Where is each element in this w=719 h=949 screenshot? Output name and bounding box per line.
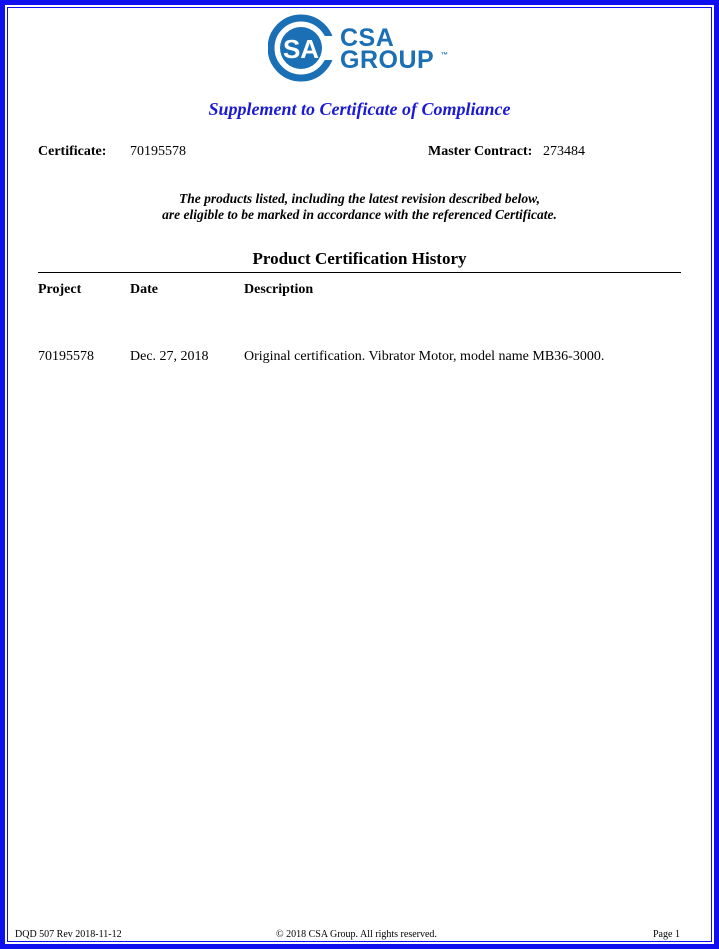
logo-trademark: ™ xyxy=(441,52,448,59)
footer-form-id: DQD 507 Rev 2018-11-12 xyxy=(15,929,122,940)
master-contract-number: 273484 xyxy=(543,144,585,159)
history-heading: Product Certification History xyxy=(252,249,467,268)
row-date: Dec. 27, 2018 xyxy=(130,349,209,364)
csa-mark-icon xyxy=(268,10,338,90)
csa-group-logo xyxy=(268,10,458,90)
row-description: Original certification. Vibrator Motor, model name MB36-3000. xyxy=(244,349,605,364)
notice-line-2: are eligible to be marked in accordance with the referenced Certificate. xyxy=(162,207,557,222)
column-header-date: Date xyxy=(130,282,158,297)
certificate-label: Certificate: xyxy=(38,144,107,159)
master-contract-label: Master Contract: xyxy=(428,144,533,159)
footer-page-number: Page 1 xyxy=(653,929,680,940)
document-title: Supplement to Certificate of Compliance xyxy=(208,99,511,119)
column-header-project: Project xyxy=(38,282,82,297)
page-border-inner xyxy=(7,7,712,942)
notice-line-1: The products listed, including the latest revision described below, xyxy=(179,191,540,206)
certificate-number: 70195578 xyxy=(130,144,186,159)
history-rule xyxy=(38,272,681,273)
csa-mark-text: SA xyxy=(282,34,320,64)
logo-line-2: GROUP xyxy=(340,46,435,74)
logo-line-1: CSA xyxy=(340,24,395,52)
column-header-description: Description xyxy=(244,282,314,297)
row-project: 70195578 xyxy=(38,349,94,364)
footer-copyright: © 2018 CSA Group. All rights reserved. xyxy=(276,929,437,940)
